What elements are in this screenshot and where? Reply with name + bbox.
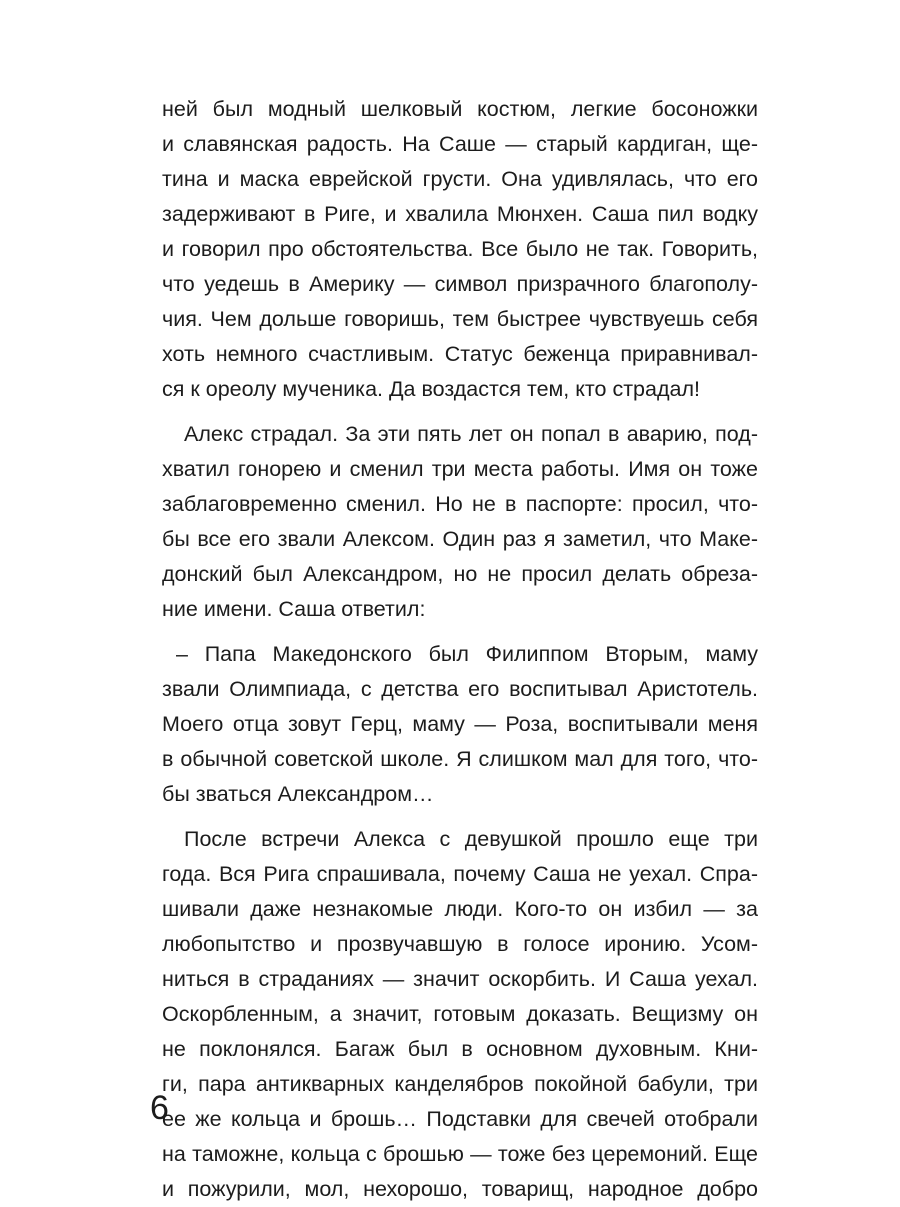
text-line: года. Вся Рига спрашивала, почему Саша не уехал. Спра- [162, 862, 758, 886]
text-line: звали Олимпиада, с детства его воспитывал Аристотель. [162, 677, 758, 701]
text-line: ниться в страданиях — значит оскорбить. И Саша уехал. [162, 967, 758, 991]
text-line: хоть немного счастливым. Статус беженца приравнивал- [162, 342, 758, 366]
text-line: заблаговременно сменил. Но не в паспорте: просил, что- [162, 492, 758, 516]
text-line: После встречи Алекса с девушкой прошло еще три [184, 827, 758, 851]
text-line: что уедешь в Америку — символ призрачного благополу- [162, 272, 758, 296]
paragraph-gap [162, 407, 758, 417]
paragraph-gap [162, 812, 758, 822]
paragraph [162, 92, 758, 407]
text-line: ся к ореолу мученика. Да воздастся тем, кто страдал! [162, 377, 700, 401]
paragraph [162, 822, 758, 1207]
text-line: и пожурили, мол, нехорошо, товарищ, народное добро [162, 1177, 758, 1201]
text-line: Алекс страдал. За эти пять лет он попал в аварию, под- [184, 422, 758, 446]
page-number: 6 [150, 1089, 169, 1127]
text-line: на таможне, кольца с брошью — тоже без церемоний. Еще [162, 1142, 758, 1166]
text-line: в обычной советской школе. Я слишком мал для того, что- [162, 747, 758, 771]
text-line: ние имени. Саша ответил: [162, 597, 426, 621]
text-line: бы зваться Александром… [162, 782, 434, 806]
text-line: чия. Чем дольше говоришь, тем быстрее чувствуешь себя [162, 307, 758, 331]
text-line: шивали даже незнакомые люди. Кого-то он избил — за [162, 897, 758, 921]
paragraph [162, 417, 758, 627]
text-line: хватил гонорею и сменил три места работы. Имя он тоже [162, 457, 758, 481]
text-line: ее же кольца и брошь… Подставки для свечей отобрали [162, 1107, 758, 1131]
text-line: любопытство и прозвучавшую в голосе иронию. Усом- [162, 932, 758, 956]
text-line: задерживают в Риге, и хвалила Мюнхен. Саша пил водку [162, 202, 758, 226]
text-line: ней был модный шелковый костюм, легкие босоножки [162, 97, 758, 121]
text-line: донский был Александром, но не просил делать обреза- [162, 562, 758, 586]
text-line: не поклонялся. Багаж был в основном духовным. Кни- [162, 1037, 758, 1061]
text-line: – Папа Македонского был Филиппом Вторым, маму [176, 642, 758, 666]
text-line: бы все его звали Алексом. Один раз я заметил, что Маке- [162, 527, 758, 551]
text-line: ги, пара антикварных канделябров покойной бабули, три [162, 1072, 758, 1096]
body-text [162, 92, 758, 1207]
text-line: тина и маска еврейской грусти. Она удивлялась, что его [162, 167, 758, 191]
text-line: Моего отца зовут Герц, маму — Роза, воспитывали меня [162, 712, 758, 736]
text-line: и говорил про обстоятельства. Все было не так. Говорить, [162, 237, 758, 261]
paragraph-gap [162, 627, 758, 637]
paragraph [162, 637, 758, 812]
text-line: Оскорбленным, а значит, готовым доказать. Вещизму он [162, 1002, 758, 1026]
text-line: и славянская радость. На Саше — старый кардиган, ще- [162, 132, 758, 156]
